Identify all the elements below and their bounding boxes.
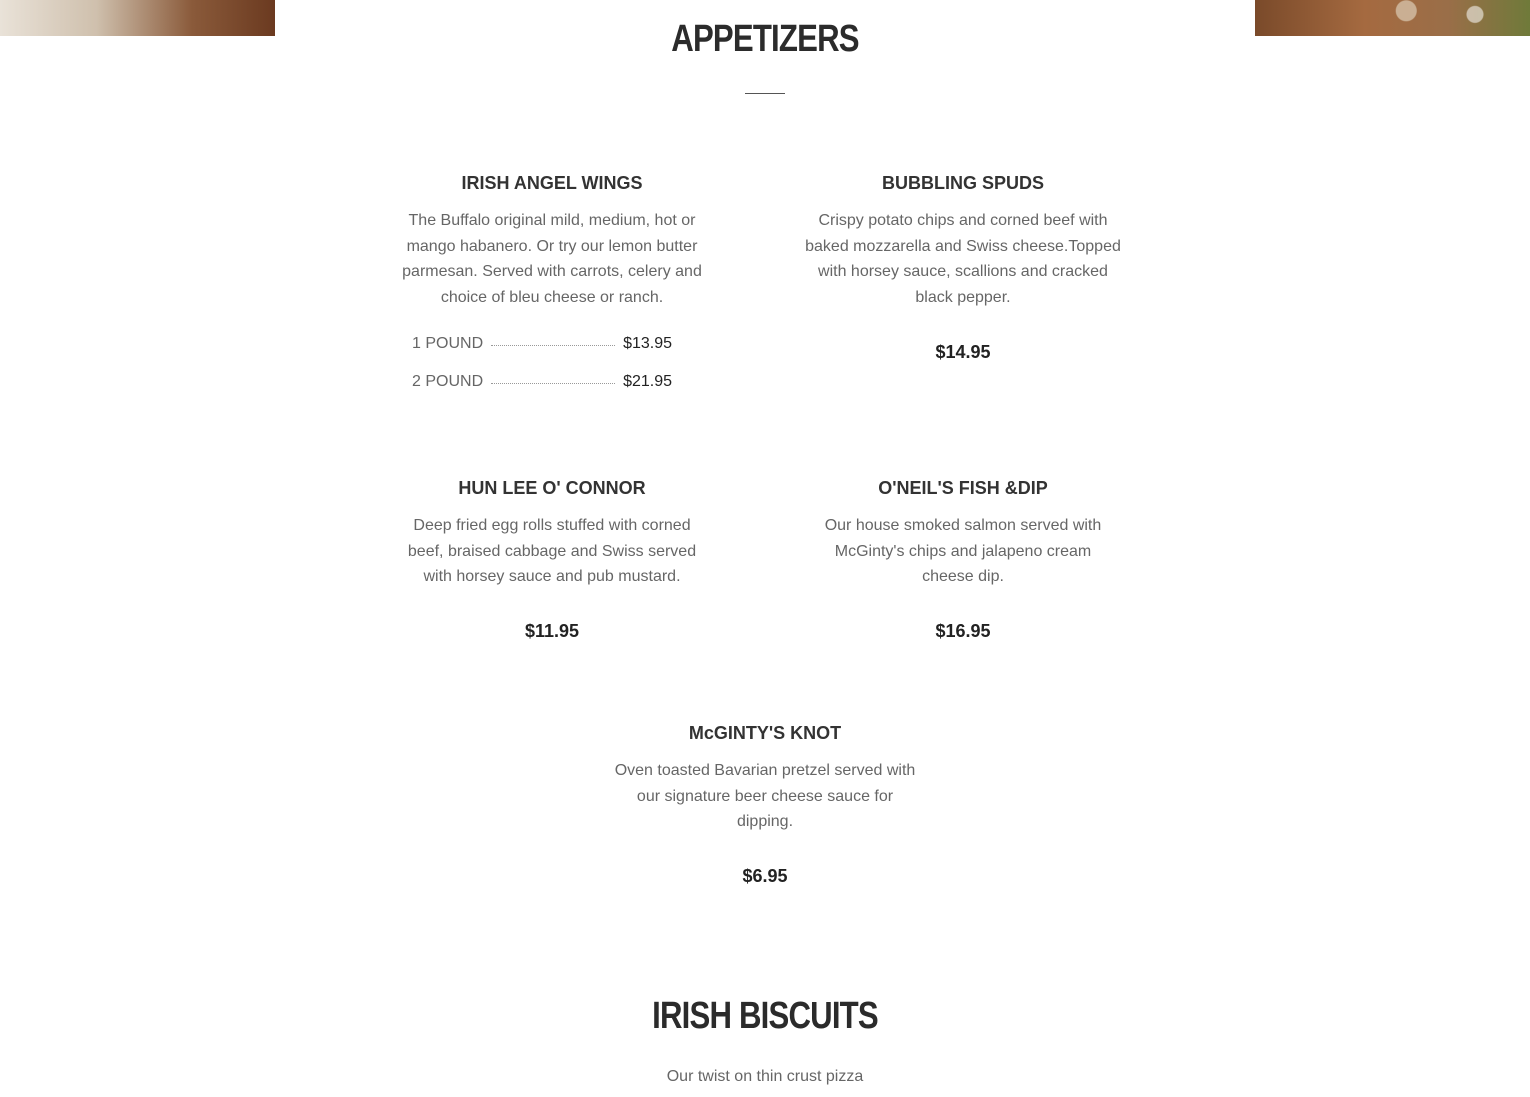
option-label: 2 POUND	[412, 373, 484, 390]
option-price: $13.95	[623, 335, 672, 352]
menu-item-hun-lee-o-connor	[392, 477, 712, 642]
item-name: BUBBLING SPUDS	[881, 173, 1044, 193]
menu-item-bubbling-spuds	[803, 172, 1123, 363]
item-name: IRISH ANGEL WINGS	[461, 173, 643, 193]
item-name: HUN LEE O' CONNOR	[458, 478, 646, 498]
price-option-row	[412, 335, 672, 357]
item-name: McGINTY'S KNOT	[688, 723, 842, 743]
item-description: Crispy potato chips and corned beef with baked mozzarella and Swiss cheese.Topped with horsey sauce, scallions and cracked black pepper.	[805, 212, 1121, 307]
item-price: $16.95	[935, 621, 991, 642]
menu-item-oneils-fish-dip	[803, 477, 1123, 642]
menu-item-mcgintys-knot	[605, 722, 925, 887]
item-description: Deep fried egg rolls stuffed with corned beef, braised cabbage and Swiss served with horsey sauce and pub mustard.	[407, 517, 697, 586]
menu-item-irish-angel-wings	[392, 172, 712, 412]
item-description: The Buffalo original mild, medium, hot or mango habanero. Or try our lemon butter parmesan. Served with carrots, celery and choice of bleu cheese or ranch.	[402, 212, 702, 307]
appetizers-heading: APPETIZERS	[671, 18, 859, 60]
item-price: $14.95	[935, 341, 991, 362]
section-subtitle: Our twist on thin crust pizza	[666, 1068, 864, 1085]
item-description: Oven toasted Bavarian pretzel served with our signature beer cheese sauce for dipping.	[614, 762, 916, 831]
item-price: $11.95	[524, 621, 580, 642]
dotted-leader	[491, 383, 615, 384]
item-price: $6.95	[742, 866, 788, 887]
item-description: Our house smoked salmon served with McGinty's chips and jalapeno cream cheese dip.	[824, 517, 1102, 586]
option-label: 1 POUND	[412, 335, 484, 352]
dotted-leader	[491, 345, 615, 346]
heading-divider	[745, 93, 785, 94]
item-name: O'NEIL'S FISH &DIP	[878, 478, 1048, 498]
price-option-row	[412, 373, 672, 395]
irish-biscuits-heading: IRISH BISCUITS	[652, 995, 878, 1037]
option-price: $21.95	[623, 373, 672, 390]
